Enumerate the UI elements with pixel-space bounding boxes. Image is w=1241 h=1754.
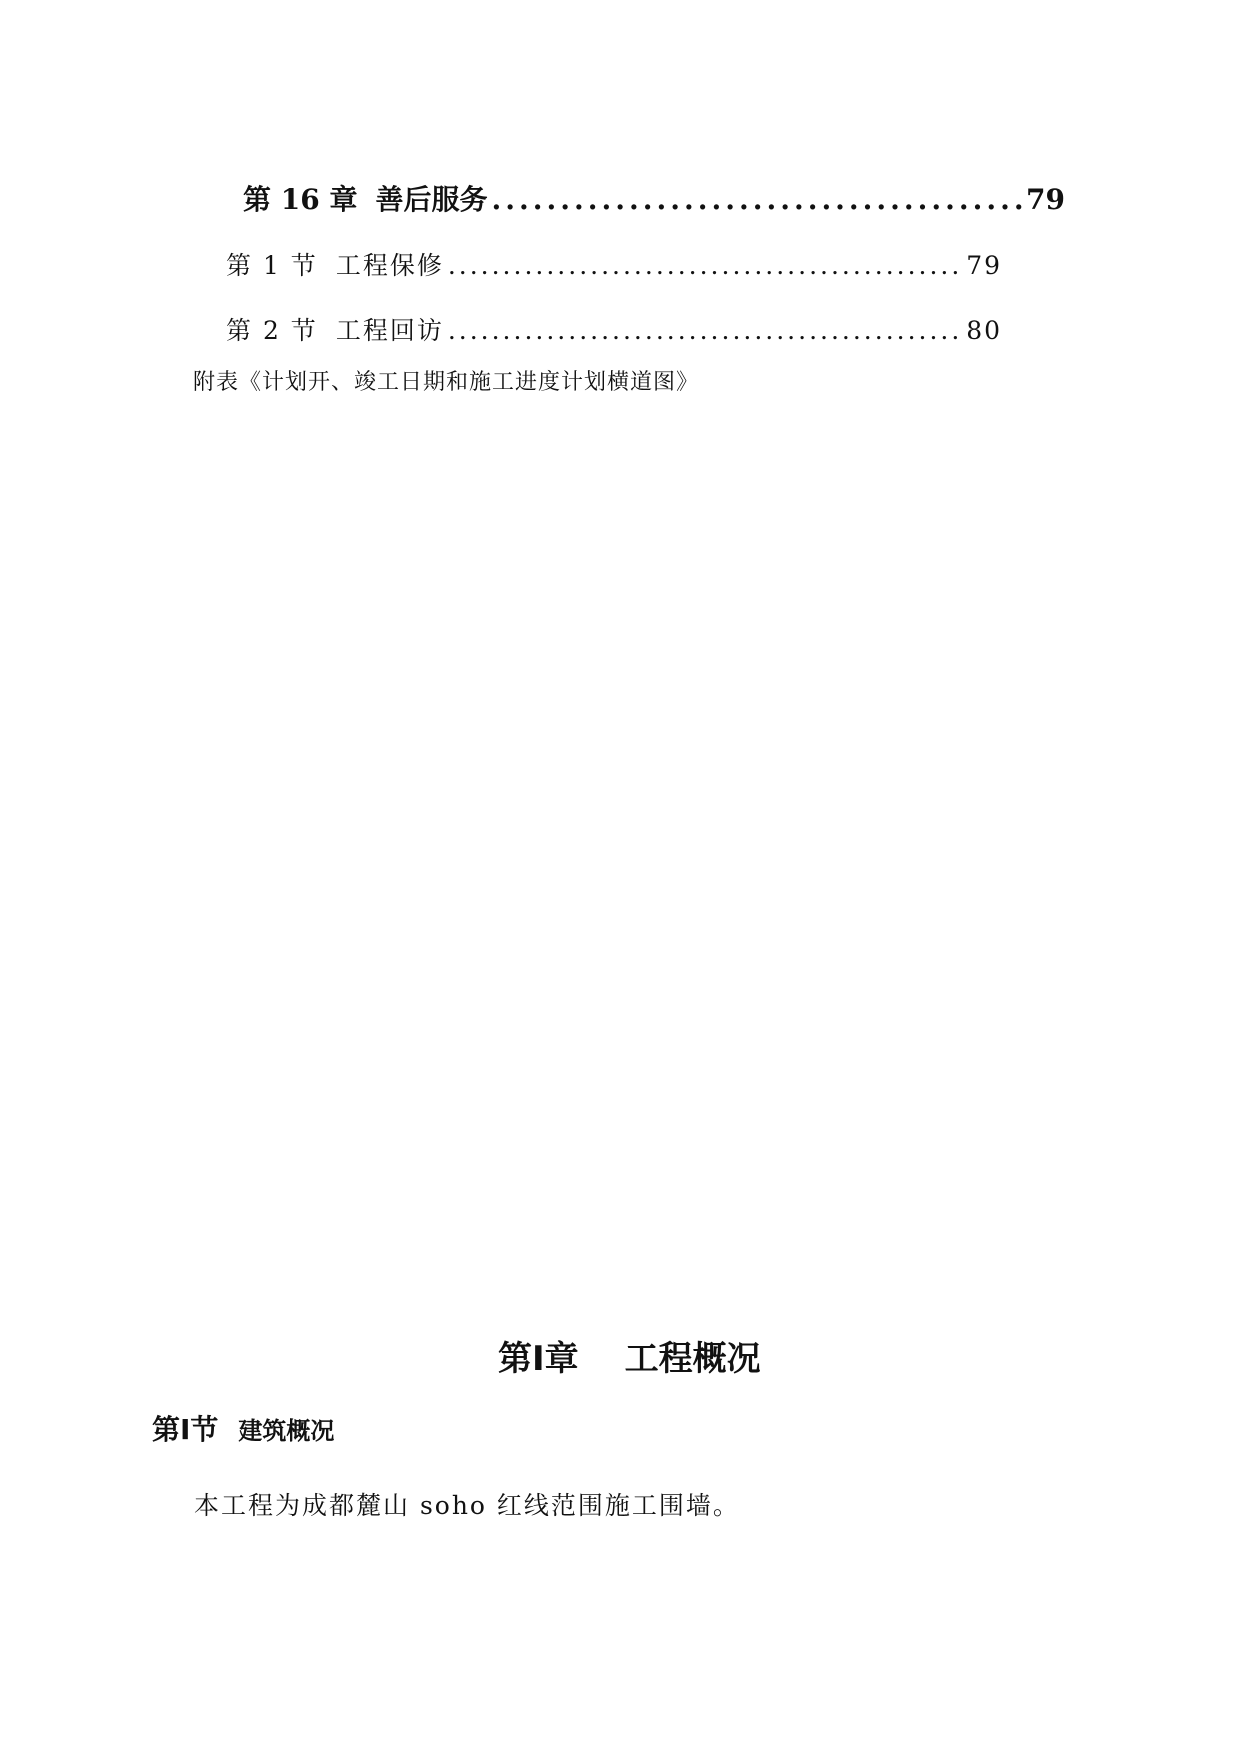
toc-chapter-16[interactable] [243, 178, 1065, 218]
toc-section-label [226, 311, 444, 347]
toc-chapter-title: 善后服务 [375, 183, 488, 216]
toc-section-label [226, 246, 444, 282]
toc-section-2[interactable] [226, 311, 1002, 347]
toc-section-title: 工程回访 [335, 316, 444, 345]
toc-leader-dots [491, 183, 1022, 216]
toc-appendix[interactable]: 附表《计划开、竣工日期和施工进度计划横道图》 [193, 370, 700, 395]
chapter-number: 第Ⅰ章 [498, 1339, 579, 1379]
toc-section-1[interactable] [226, 246, 1002, 282]
chapter-heading [498, 1331, 761, 1380]
toc-page-number: 80 [966, 316, 1002, 345]
section-title: 建筑概况 [238, 1417, 335, 1445]
section-number: 第Ⅰ节 [152, 1413, 219, 1446]
toc-chapter-number: 第 16 章 [243, 183, 358, 216]
toc-page-number: 79 [966, 251, 1002, 280]
toc-chapter-label [243, 178, 487, 218]
body-paragraph: 本工程为成都麓山 soho 红线范围施工围墙。 [194, 1491, 740, 1520]
toc-leader-dots [448, 251, 962, 280]
chapter-title: 工程概况 [624, 1339, 761, 1379]
toc-leader-dots [448, 316, 962, 345]
toc-section-title: 工程保修 [335, 251, 444, 280]
section-heading [152, 1408, 334, 1448]
toc-section-number: 第 1 节 [226, 251, 318, 280]
toc-section-number: 第 2 节 [226, 316, 318, 345]
toc-page-number: 79 [1026, 183, 1065, 216]
